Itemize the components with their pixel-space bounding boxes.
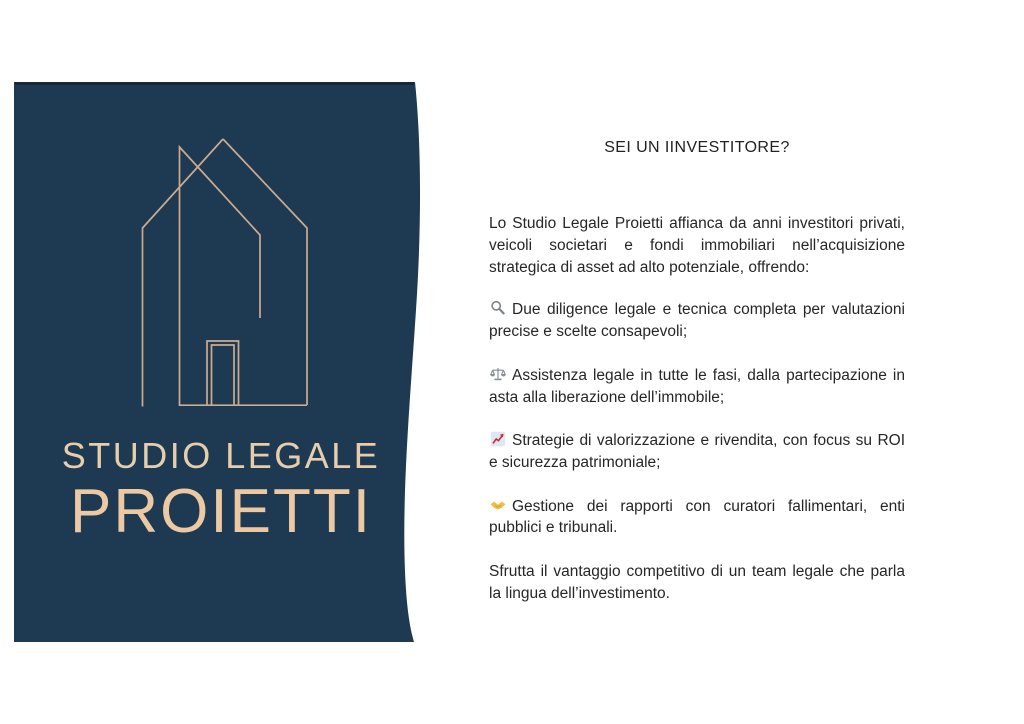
brand-name-line1: STUDIO LEGALE [61, 435, 381, 476]
brand-panel-shape [14, 82, 420, 642]
intro-paragraph [489, 213, 905, 278]
bullet-text: Assistenza legale in tutte le fasi, dalla partecipazione in asta alla liberazione dell’immobile; [489, 366, 905, 406]
magnifier-icon [489, 300, 507, 316]
content-column [489, 137, 905, 604]
bullet-text: Gestione dei rapporti con curatori fallimentari, enti pubblici e tribunali. [489, 497, 905, 537]
bullet-text: Due diligence legale e tecnica completa per valutazioni precise e scelte consapevoli; [489, 301, 905, 341]
chart-increasing-icon [489, 431, 507, 447]
bullet-gestione-rapporti [489, 496, 905, 539]
intro-text: Lo Studio Legale Proietti affianca da anni investitori privati, veicoli societari e fondi immobiliari nell’acquisizione strategica di asset ad alto potenziale, offrendo: [489, 215, 905, 276]
page-title: SEI UN IINVESTITORE? [604, 139, 790, 156]
closing-text: Sfrutta il vantaggio competitivo di un team legale che parla la lingua dell’investimento. [489, 562, 905, 602]
bullet-text: Strategie di valorizzazione e rivendita, con focus su ROI e sicurezza patrimoniale; [489, 432, 905, 471]
closing-paragraph [489, 561, 905, 604]
scales-icon [489, 366, 507, 382]
bullet-due-diligence [489, 299, 905, 342]
bullet-strategie [489, 430, 905, 473]
handshake-icon [489, 497, 507, 513]
bullet-assistenza-legale [489, 365, 905, 408]
brand-name-line2: PROIETTI [70, 477, 372, 546]
